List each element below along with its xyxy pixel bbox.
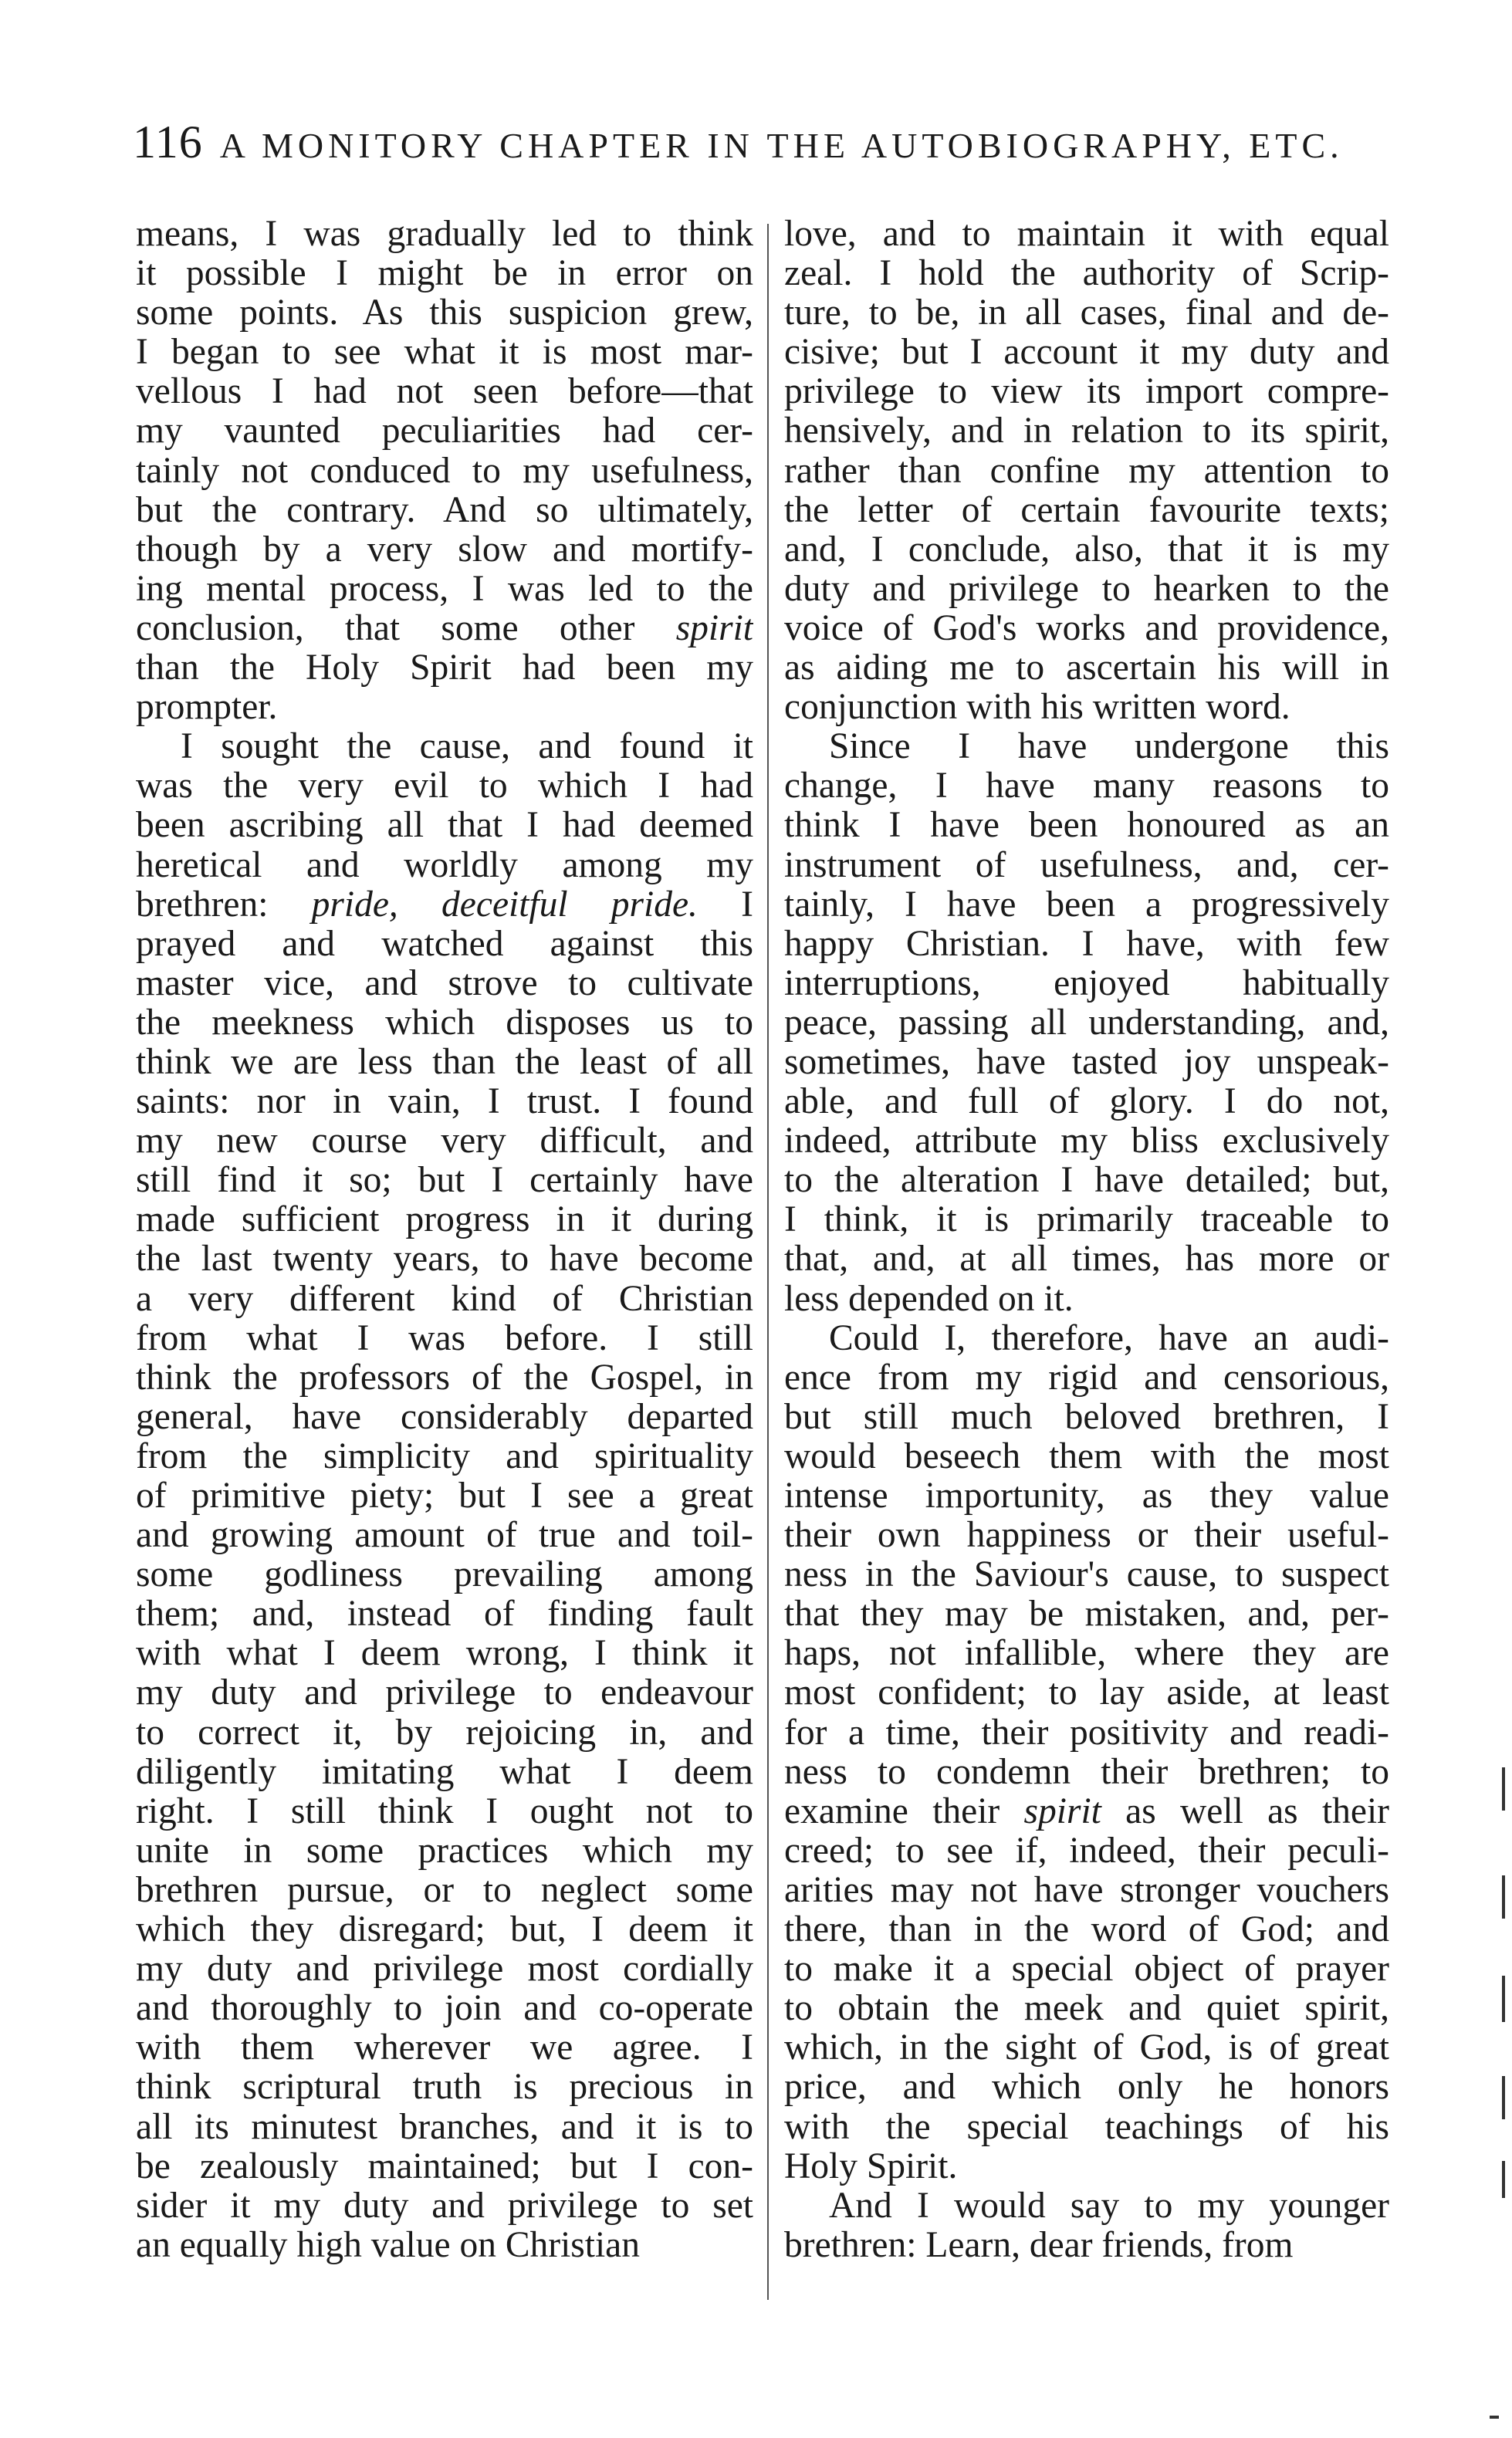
column-divider: [767, 224, 769, 2300]
text-line: been ascribing all that I had deemed: [136, 806, 753, 846]
text-line: conjunction with his written word.: [784, 688, 1290, 728]
page-edge-mark: [1502, 1976, 1505, 2022]
text-line: be zealously maintained; but I con-: [136, 2146, 753, 2186]
text-line: instrument of usefulness, and, cer-: [784, 845, 1389, 885]
text-line: intense importunity, as they value: [784, 1476, 1389, 1516]
text-line: think scriptural truth is precious in: [136, 2068, 753, 2108]
text-line: right. I still think I ought not to: [136, 1791, 753, 1831]
running-header: [133, 116, 1368, 178]
text-line: my duty and privilege to endeavour: [136, 1673, 753, 1713]
text-line: unite in some practices which my: [136, 1831, 753, 1871]
text-line: brethren: Learn, dear friends, from: [784, 2225, 1294, 2265]
text-line: ing mental process, I was led to the: [136, 569, 753, 609]
text-line: change, I have many reasons to: [784, 766, 1389, 806]
text-line: there, than in the word of God; and: [784, 1910, 1389, 1950]
text-line: diligently imitating what I deem: [136, 1752, 753, 1792]
text-line: some godliness prevailing among: [136, 1555, 753, 1595]
text-line: examine their spirit as well as their: [784, 1791, 1389, 1831]
text-line: it possible I might be in error on: [136, 254, 753, 294]
text-line: from what I was before. I still: [136, 1318, 753, 1358]
text-line: interruptions, enjoyed habitually: [784, 963, 1389, 1003]
text-line: them; and, instead of finding fault: [136, 1594, 753, 1635]
text-line: voice of God's works and providence,: [784, 608, 1389, 648]
text-line: means, I was gradually led to think: [136, 215, 753, 254]
text-line: than the Holy Spirit had been my: [136, 648, 753, 688]
text-line: for a time, their positivity and readi-: [784, 1713, 1389, 1753]
running-title: A MONITORY CHAPTER IN THE AUTOBIOGRAPHY, ETC.: [219, 126, 1344, 165]
text-line: Holy Spirit.: [784, 2146, 958, 2186]
text-line: of primitive piety; but I see a great: [136, 1476, 753, 1516]
text-line: vellous I had not seen before—that: [136, 372, 753, 412]
text-line: tainly not conduced to my usefulness,: [136, 451, 753, 491]
text-line: tainly, I have been a progressively: [784, 884, 1389, 925]
text-line: I began to see what it is most mar-: [136, 333, 753, 373]
text-line: prompter.: [136, 688, 278, 728]
text-line: with what I deem wrong, I think it: [136, 1634, 753, 1674]
text-line: master vice, and strove to cultivate: [136, 963, 753, 1003]
text-line: to obtain the meek and quiet spirit,: [784, 1989, 1389, 2029]
text-line: haps, not infallible, where they are: [784, 1634, 1389, 1674]
text-line: a very different kind of Christian: [136, 1279, 753, 1319]
text-line: and, I conclude, also, that it is my: [784, 529, 1389, 570]
text-line: Could I, therefore, have an audi-: [829, 1318, 1389, 1358]
text-line: think I have been honoured as an: [784, 806, 1389, 846]
text-line: my duty and privilege most cordially: [136, 1949, 753, 1990]
text-line: ness to condemn their brethren; to: [784, 1752, 1389, 1792]
text-line: but still much beloved brethren, I: [784, 1397, 1389, 1437]
page-edge-mark: [1502, 2076, 1505, 2119]
text-line: which they disregard; but, I deem it: [136, 1910, 753, 1950]
text-line: the meekness which disposes us to: [136, 1003, 753, 1043]
text-line: hensively, and in relation to its spirit,: [784, 411, 1389, 451]
left-text-column: [136, 215, 753, 2265]
text-line: my new course very difficult, and: [136, 1121, 753, 1162]
text-line: sider it my duty and privilege to set: [136, 2186, 753, 2226]
text-line: though by a very slow and mortify-: [136, 529, 753, 570]
page-edge-mark: [1502, 1875, 1505, 1919]
text-line: privilege to view its import compre-: [784, 372, 1389, 412]
text-line: saints: nor in vain, I trust. I found: [136, 1082, 753, 1122]
page-number: 116: [133, 117, 203, 167]
right-text-column: [784, 215, 1389, 2265]
text-line: ness in the Saviour's cause, to suspect: [784, 1555, 1389, 1595]
text-line: brethren pursue, or to neglect some: [136, 1870, 753, 1910]
text-line: ture, to be, in all cases, final and de-: [784, 293, 1389, 333]
text-line: I sought the cause, and found it: [181, 727, 753, 767]
text-line: most confident; to lay aside, at least: [784, 1673, 1389, 1713]
text-line: to make it a special object of prayer: [784, 1949, 1389, 1990]
text-line: some points. As this suspicion grew,: [136, 293, 753, 333]
text-line: but the contrary. And so ultimately,: [136, 490, 753, 530]
text-line: peace, passing all understanding, and,: [784, 1003, 1389, 1043]
text-line: my vaunted peculiarities had cer-: [136, 411, 753, 451]
text-line: that they may be mistaken, and, per-: [784, 1594, 1389, 1635]
text-line: with them wherever we agree. I: [136, 2028, 753, 2068]
text-line: conclusion, that some other spirit: [136, 608, 753, 648]
text-line: less depended on it.: [784, 1279, 1074, 1319]
text-line: indeed, attribute my bliss exclusively: [784, 1121, 1389, 1162]
text-line: ence from my rigid and censorious,: [784, 1358, 1389, 1398]
page-edge-mark: [1490, 2416, 1499, 2419]
text-line: love, and to maintain it with equal: [784, 215, 1389, 254]
text-line: and thoroughly to join and co-operate: [136, 1989, 753, 2029]
text-line: arities may not have stronger vouchers: [784, 1870, 1389, 1910]
text-line: And I would say to my younger: [829, 2186, 1389, 2226]
text-line: zeal. I hold the authority of Scrip-: [784, 254, 1389, 294]
text-line: was the very evil to which I had: [136, 766, 753, 806]
text-line: I think, it is primarily traceable to: [784, 1200, 1389, 1240]
text-line: the letter of certain favourite texts;: [784, 490, 1389, 530]
text-line: prayed and watched against this: [136, 924, 753, 964]
text-line: all its minutest branches, and it is to: [136, 2107, 753, 2147]
text-line: general, have considerably departed: [136, 1397, 753, 1437]
text-line: rather than confine my attention to: [784, 451, 1389, 491]
text-line: duty and privilege to hearken to the: [784, 569, 1389, 609]
text-line: with the special teachings of his: [784, 2107, 1389, 2147]
text-line: that, and, at all times, has more or: [784, 1239, 1389, 1280]
text-line: happy Christian. I have, with few: [784, 924, 1389, 964]
text-line: from the simplicity and spirituality: [136, 1436, 753, 1476]
text-line: cisive; but I account it my duty and: [784, 333, 1389, 373]
text-line: and growing amount of true and toil-: [136, 1516, 753, 1556]
text-line: an equally high value on Christian: [136, 2225, 640, 2265]
text-line: think the professors of the Gospel, in: [136, 1358, 753, 1398]
text-line: creed; to see if, indeed, their peculi-: [784, 1831, 1389, 1871]
text-line: their own happiness or their useful-: [784, 1516, 1389, 1556]
text-line: sometimes, have tasted joy unspeak-: [784, 1042, 1389, 1082]
text-line: would beseech them with the most: [784, 1436, 1389, 1476]
text-line: heretical and worldly among my: [136, 845, 753, 885]
text-line: able, and full of glory. I do not,: [784, 1082, 1389, 1122]
text-line: still find it so; but I certainly have: [136, 1161, 753, 1201]
text-line: the last twenty years, to have become: [136, 1239, 753, 1280]
text-line: as aiding me to ascertain his will in: [784, 648, 1389, 688]
text-line: to correct it, by rejoicing in, and: [136, 1713, 753, 1753]
text-line: which, in the sight of God, is of great: [784, 2028, 1389, 2068]
page-edge-mark: [1502, 2161, 1505, 2198]
page-edge-mark: [1502, 1767, 1505, 1811]
text-line: price, and which only he honors: [784, 2068, 1389, 2108]
text-line: made sufficient progress in it during: [136, 1200, 753, 1240]
text-line: think we are less than the least of all: [136, 1042, 753, 1082]
text-line: to the alteration I have detailed; but,: [784, 1161, 1389, 1201]
text-line: Since I have undergone this: [829, 727, 1389, 767]
text-line: brethren: pride, deceitful pride. I: [136, 884, 753, 925]
